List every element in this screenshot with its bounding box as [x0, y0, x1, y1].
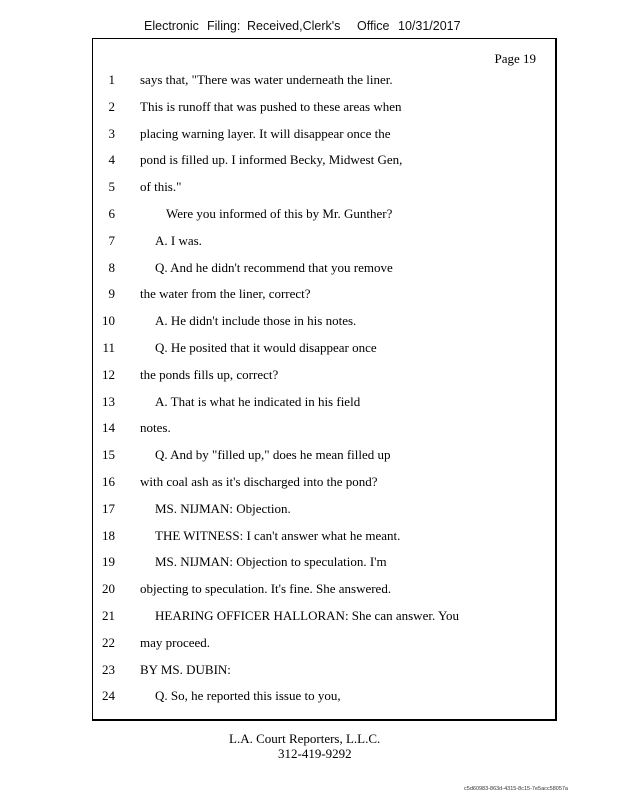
transcript-line: Q. And he didn't recommend that you remove	[155, 259, 393, 275]
filing-header-filing: Filing:	[207, 19, 241, 33]
footer-phone: 312-419-9292	[278, 746, 352, 761]
line-number: 22	[102, 634, 115, 650]
line-number: 13	[102, 393, 115, 409]
transcript-line: Q. So, he reported this issue to you,	[155, 688, 341, 704]
transcript-line: MS. NIJMAN: Objection.	[155, 500, 291, 516]
line-number: 18	[102, 527, 115, 543]
line-number: 3	[108, 125, 115, 141]
line-number: 15	[102, 447, 115, 463]
transcript-line: A. He didn't include those in his notes.	[155, 313, 357, 329]
line-number: 21	[102, 608, 115, 623]
line-number: 9	[108, 286, 115, 302]
line-number: 14	[102, 420, 115, 436]
line-number: 23	[102, 661, 115, 677]
transcript-line: of this."	[140, 179, 182, 195]
transcript-line: objecting to speculation. It's fine. She answered.	[140, 581, 392, 597]
line-number: 5	[108, 179, 115, 195]
line-number: 11	[102, 340, 115, 355]
line-number: 16	[102, 474, 115, 489]
line-number: 6	[108, 206, 115, 221]
transcript-line: the water from the liner, correct?	[140, 286, 311, 302]
line-number: 2	[108, 98, 115, 114]
filing-header-electronic: Electronic	[144, 19, 199, 33]
line-number: 20	[102, 581, 115, 597]
line-number: 12	[102, 366, 115, 382]
transcript-line: HEARING OFFICER HALLORAN: She can answer. You	[155, 608, 460, 623]
transcript-line: Were you informed of this by Mr. Gunther?	[166, 206, 393, 221]
transcript-line: notes.	[140, 420, 171, 436]
transcript-line: Q. And by "filled up," does he mean filled up	[155, 447, 391, 463]
transcript-line: with coal ash as it's discharged into the pond?	[140, 474, 378, 489]
transcript-line: This is runoff that was pushed to these areas when	[140, 98, 402, 114]
transcript-line: Q. He posited that it would disappear once	[155, 340, 377, 355]
transcript-page-frame	[92, 38, 557, 721]
transcript-line: MS. NIJMAN: Objection to speculation. I'm	[155, 554, 387, 570]
transcript-line: says that, "There was water underneath the liner.	[140, 72, 393, 87]
line-number: 10	[102, 313, 115, 329]
transcript-line: A. That is what he indicated in his field	[155, 393, 361, 409]
line-number: 8	[108, 259, 115, 275]
line-number: 19	[102, 554, 115, 570]
transcript-line: may proceed.	[140, 634, 211, 650]
transcript-line: pond is filled up. I informed Becky, Midwest Gen,	[140, 152, 403, 168]
transcript-line: THE WITNESS: I can't answer what he meant.	[155, 527, 401, 543]
line-number: 24	[102, 688, 115, 704]
filing-header-office: Office	[357, 19, 390, 33]
transcript-line: placing warning layer. It will disappear once the	[140, 125, 391, 141]
filing-header-date: 10/31/2017	[398, 19, 461, 33]
transcript-line: A. I was.	[155, 232, 202, 248]
filing-header	[0, 19, 618, 37]
footer-company-name: L.A. Court Reporters, L.L.C.	[229, 731, 381, 746]
page-number: Page 19	[494, 51, 536, 66]
line-number: 1	[108, 72, 115, 87]
line-number: 4	[108, 152, 115, 168]
line-number: 7	[108, 232, 115, 248]
transcript-line: the ponds fills up, correct?	[140, 366, 279, 382]
filing-header-received: Received,Clerk's	[247, 19, 341, 33]
line-number: 17	[102, 500, 115, 516]
transcript-line: BY MS. DUBIN:	[140, 661, 231, 677]
document-hash: c5d60983-863d-4315-8c15-7e5acc58057a	[464, 786, 568, 792]
